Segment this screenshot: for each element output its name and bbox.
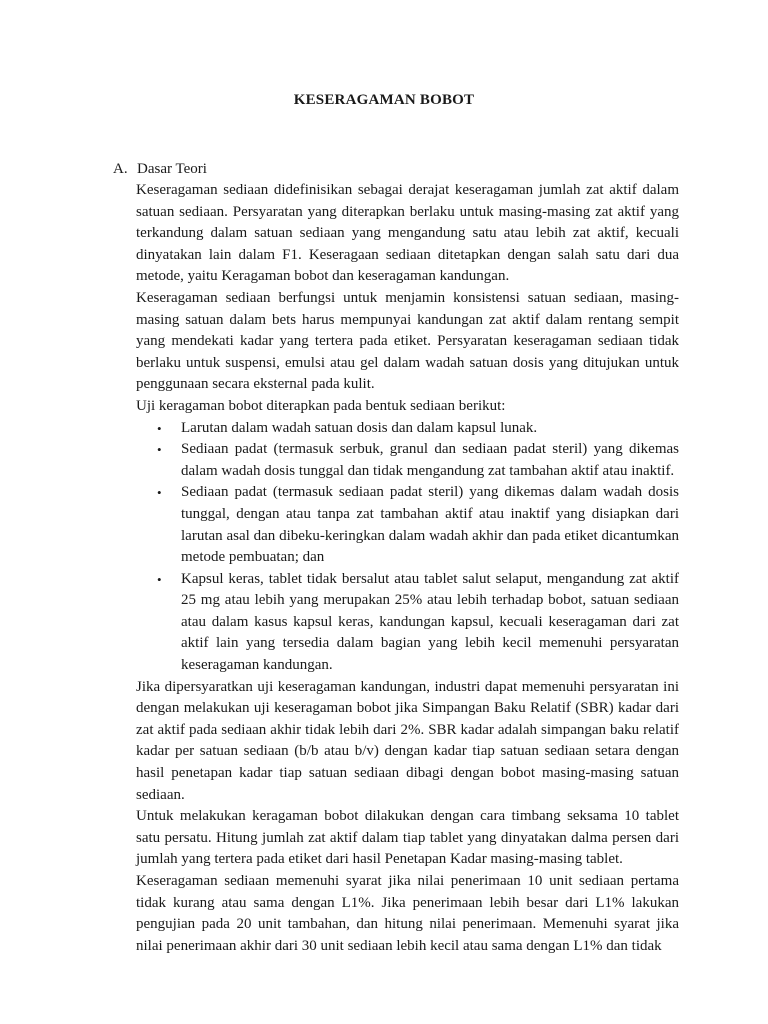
list-item-text: Kapsul keras, tablet tidak bersalut atau tablet salut selaput, mengandung zat aktif 25 mg atau lebih yang merupakan 25% atau lebih terhadap bobot, satuan sediaan atau dalam kasus kapsul keras, kandungan kapsul, kecuali keseragaman dari zat aktif lain yang tersedia dalam bagian yang lebih kecil memenuhi persyaratan keseragaman kandungan. bbox=[181, 570, 679, 674]
section-heading-text: Dasar Teori bbox=[137, 161, 207, 177]
bullet-icon: • bbox=[157, 420, 162, 436]
list-item-text: Larutan dalam wadah satuan dosis dan dalam kapsul lunak. bbox=[181, 419, 538, 436]
paragraph-list-intro: Uji keragaman bobot diterapkan pada bentuk sediaan berikut: bbox=[136, 397, 506, 414]
bullet-icon: • bbox=[157, 485, 162, 501]
section-body bbox=[136, 180, 679, 957]
paragraph-content-uniformity: Jika dipersyaratkan uji keseragaman kandungan, industri dapat memenuhi persyaratan ini dengan melakukan uji keseragaman bobot jika Simpangan Baku Relatif (SBR) kadar dari zat aktif pada sediaan akhir tidak lebih dari 2%. SBR kadar adalah simpangan baku relatif kadar per satuan sediaan (b/b atau b/v) dengan kadar tiap satuan sediaan setara dengan hasil penetapan kadar tiap satuan sediaan dibagi dengan bobot masing-masing satuan sediaan. bbox=[136, 678, 679, 803]
bullet-icon: • bbox=[157, 442, 162, 458]
list-item bbox=[136, 418, 679, 440]
paragraph-acceptance: Keseragaman sediaan memenuhi syarat jika nilai penerimaan 10 unit sediaan pertama tidak kurang atau sama dengan L1%. Jika penerimaan lebih besar dari L1% lakukan pengujian pada 20 unit tambahan, dan hitung nilai penerimaan. Memenuhi syarat jika nilai penerimaan akhir dari 30 unit sediaan lebih kecil atau sama dengan L1% dan tidak bbox=[136, 873, 679, 954]
list-item-text: Sediaan padat (termasuk serbuk, granul dan sediaan padat steril) yang dikemas dalam wadah dosis tunggal dan tidak mengandung zat tambahan aktif atau inaktif. bbox=[181, 441, 679, 479]
paragraph-function: Keseragaman sediaan berfungsi untuk menjamin konsistensi satuan sediaan, masing-masing satuan dalam bets harus mempunyai kandungan zat aktif dalam rentang sempit yang mendekati kadar yang tertera pada etiket. Persyaratan keseragaman sediaan tidak berlaku untuk suspensi, emulsi atau gel dalam wadah satuan dosis yang ditujukan untuk penggunaan secara eksternal pada kulit. bbox=[136, 289, 679, 393]
list-item bbox=[136, 439, 679, 482]
list-item-text: Sediaan padat (termasuk sediaan padat steril) yang dikemas dalam wadah dosis tunggal, dengan atau tanpa zat tambahan aktif atau inaktif yang disiapkan dari larutan asal dan dibeku-keringkan dalam wadah akhir dan pada etiket dicantumkan metode pembuatan; dan bbox=[181, 484, 679, 566]
paragraph-procedure: Untuk melakukan keragaman bobot dilakukan dengan cara timbang seksama 10 tablet satu persatu. Hitung jumlah zat aktif dalam tiap tablet yang dinyatakan dalma persen dari jumlah yang tertera pada etiket dari hasil Penetapan Kadar masing-masing tablet. bbox=[136, 808, 679, 868]
section-letter: A. bbox=[113, 161, 128, 177]
section-heading bbox=[113, 158, 207, 180]
page-title: KESERAGAMAN BOBOT bbox=[293, 92, 475, 108]
list-item bbox=[136, 569, 679, 677]
list-item bbox=[136, 482, 679, 568]
bullet-icon: • bbox=[157, 571, 162, 587]
paragraph-definition: Keseragaman sediaan didefinisikan sebagai derajat keseragaman jumlah zat aktif dalam satuan sediaan. Persyaratan yang diterapkan berlaku untuk masing-masing zat aktif yang terkandung dalam satuan sediaan yang mengandung satu atau lebih zat aktif, kecuali dinyatakan lain dalam F1. Keseragaan sediaan ditetapkan dengan salah satu dari dua metode, yaitu Keragaman bobot dan keseragaman kandungan. bbox=[136, 182, 679, 285]
dosage-form-list bbox=[136, 418, 679, 677]
